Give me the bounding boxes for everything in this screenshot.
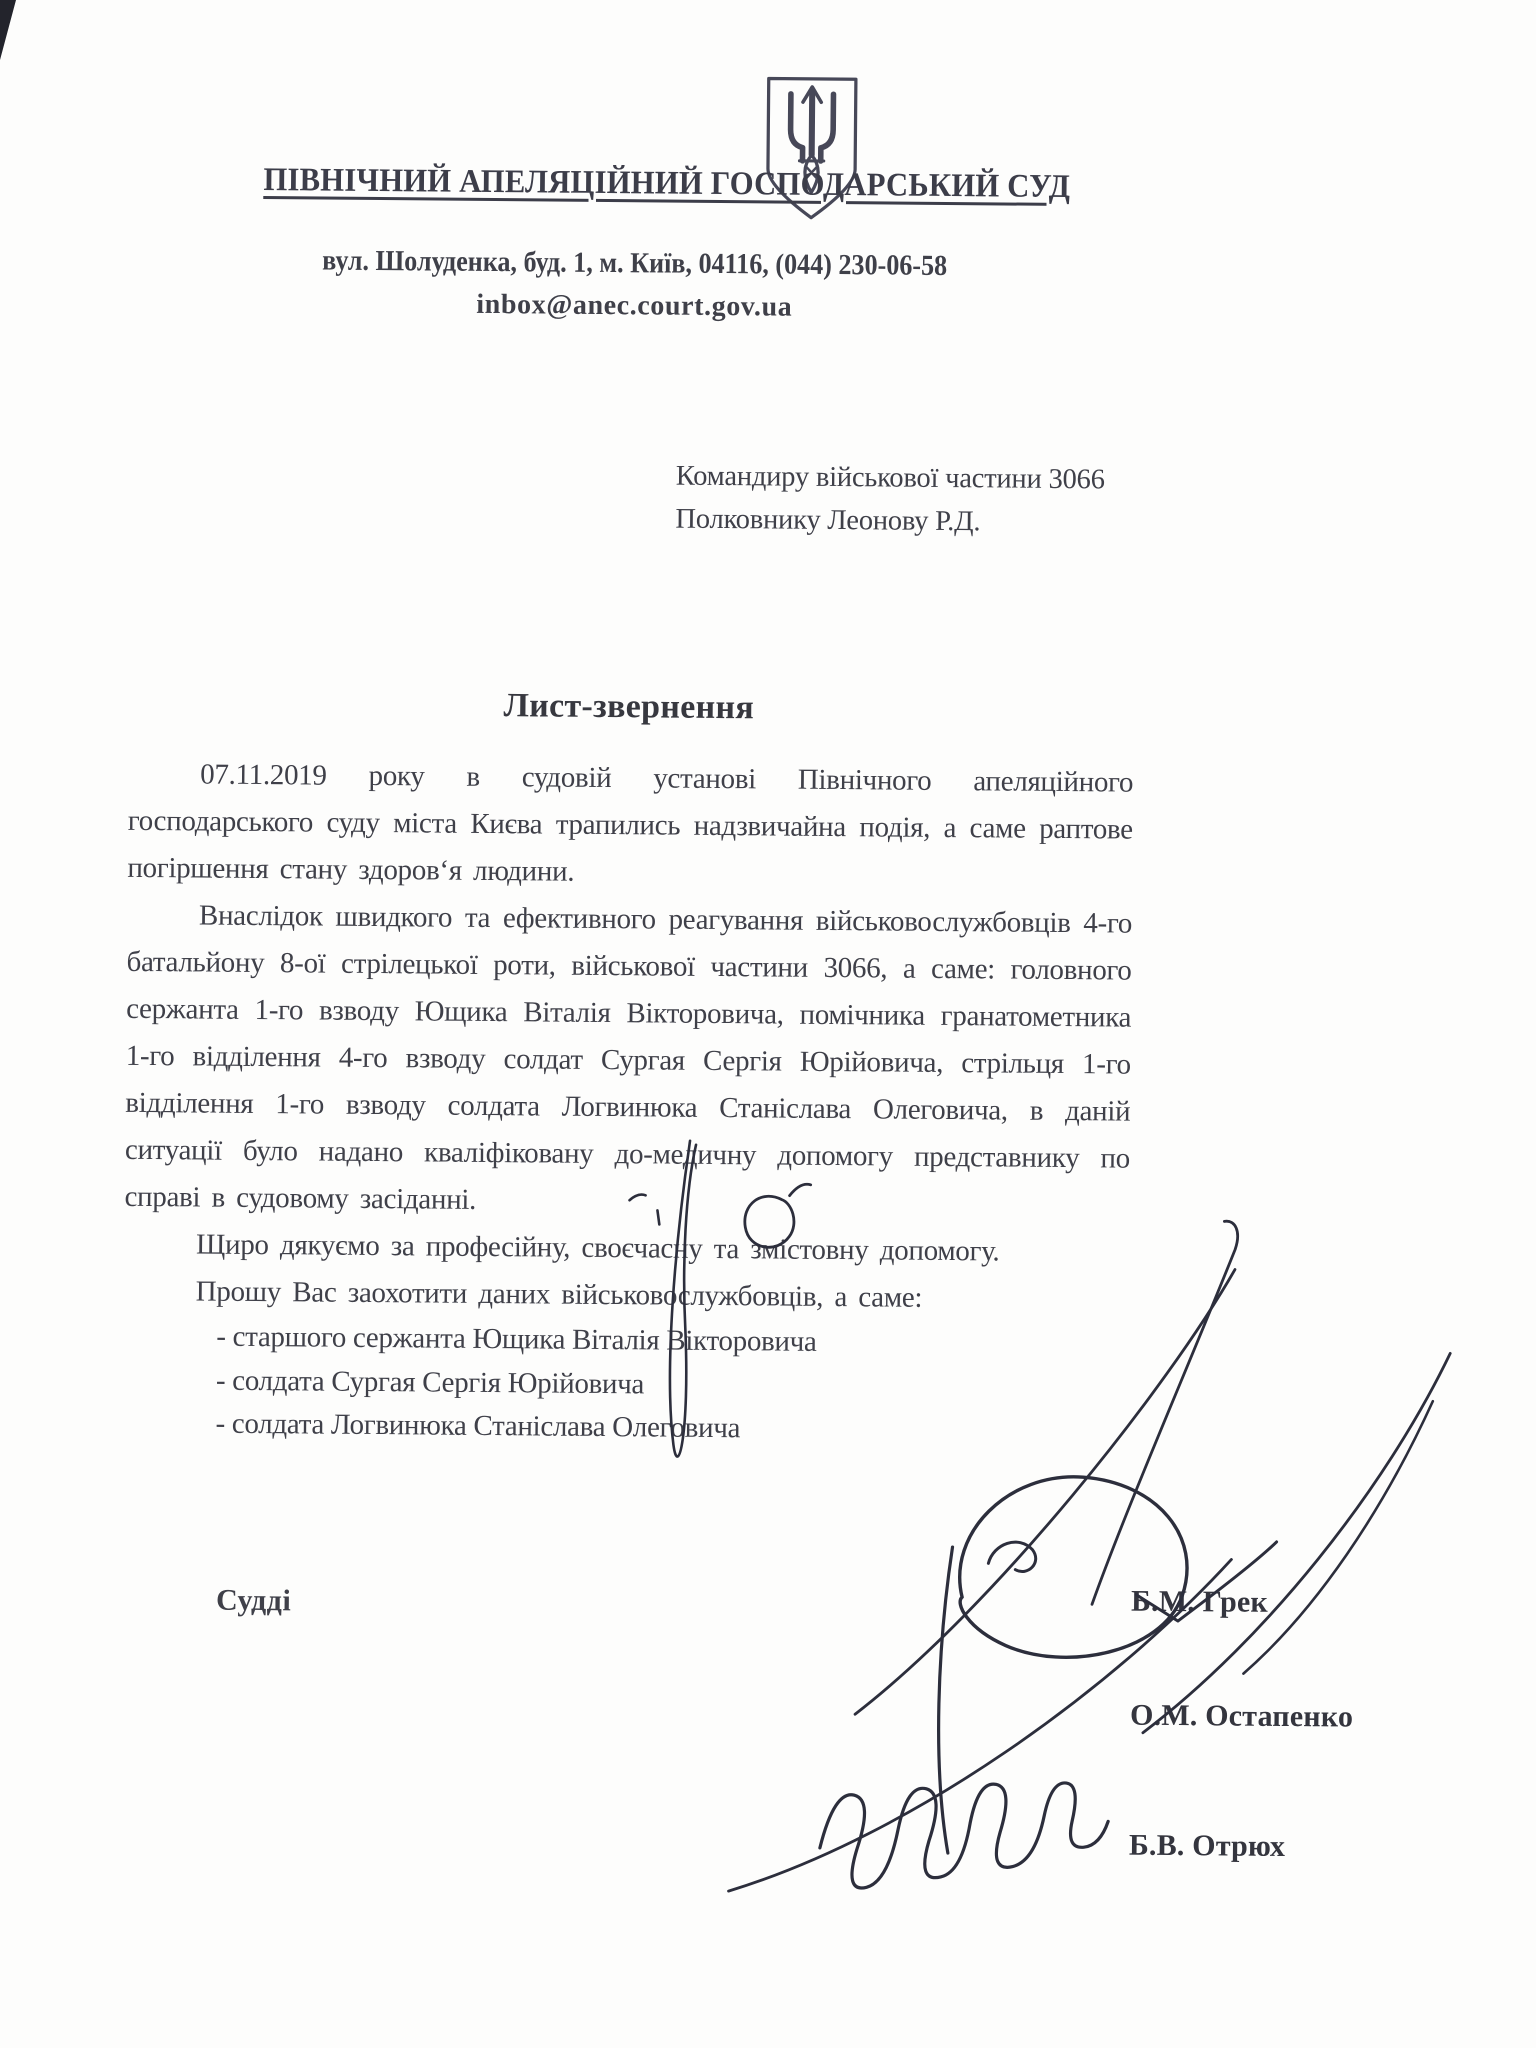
list-item: - старшого сержанта Ющика Віталія Вікторовича [216, 1320, 817, 1358]
list-item: - солдата Логвинюка Станіслава Олеговича [215, 1407, 741, 1445]
document-title: Лист-звернення [503, 687, 755, 727]
signer-name-otriukh: Б.В. Отрюх [1128, 1828, 1286, 1863]
trident-left-prong [790, 94, 803, 161]
trident-center-prong [812, 90, 813, 155]
paragraph: Внаслідок швидкого та ефективного реагування військовослужбовців 4-го батальйону 8-ої стрілецької роти, військової частини 3066, а саме: головного сержанта 1-го взводу Ющика Віталія Вікторовича, помічника гранатометника 1-го відділення 4-го взводу солдат Сургая Сергія Юрійовича, стрільця 1-го відділення 1-го взводу солдата Логвинюка Станіслава Олеговича, в даній ситуації було надано кваліфіковану до-медичну допомогу представнику по справі в судовому засіданні. [124, 899, 1133, 1216]
recipient-block [675, 455, 1105, 545]
paragraph: 07.11.2019 року в судовій установі Північного апеляційного господарського суду міста Києва трапились надзвичайна подія, а саме раптове погіршення стану здоров‘я людини. [127, 758, 1134, 888]
signature-stroke [855, 1266, 1235, 1717]
court-address-line: вул. Шолуденка, буд. 1, м. Київ, 04116, (044) 230-06-58 [322, 244, 948, 282]
trident-right-prong [821, 94, 834, 161]
signer-name-grek: Б.М. Грек [1130, 1584, 1269, 1619]
list-item: - солдата Сургая Сергія Юрійовича [215, 1364, 645, 1400]
signature-stroke [669, 1141, 696, 1457]
signature-stroke [1136, 1541, 1277, 1622]
signature-stroke [1143, 1351, 1450, 1736]
judges-role-label: Судді [215, 1583, 292, 1618]
signature-stroke [1092, 1220, 1238, 1605]
paragraph: Щиро дякуємо за професійну, своєчасну та змістовну допомогу. [195, 1228, 1000, 1268]
signer-name-ostapenko: О.М. Остапенко [1129, 1698, 1354, 1734]
signature-stroke [657, 1210, 659, 1224]
court-name-heading: ПІВНІЧНИЙ АПЕЛЯЦІЙНИЙ ГОСПОДАРСЬКИЙ СУД [263, 161, 1071, 206]
court-email: inbox@anec.court.gov.ua [476, 288, 793, 323]
signature-stroke [937, 1547, 952, 1853]
signature-stroke [630, 1194, 646, 1200]
handwritten-signatures [523, 1101, 1510, 1970]
signature-stroke [745, 1184, 811, 1248]
recipient-line-2: Полковнику Леонову Р.Д. [675, 503, 981, 538]
signature-stroke [959, 1476, 1188, 1658]
recipient-line-1: Командиру військової частини 3066 [675, 460, 1105, 496]
signature-stroke [1243, 1400, 1432, 1676]
paragraph: Прошу Вас заохотити даних військовослужбовців, а саме: [195, 1275, 923, 1314]
